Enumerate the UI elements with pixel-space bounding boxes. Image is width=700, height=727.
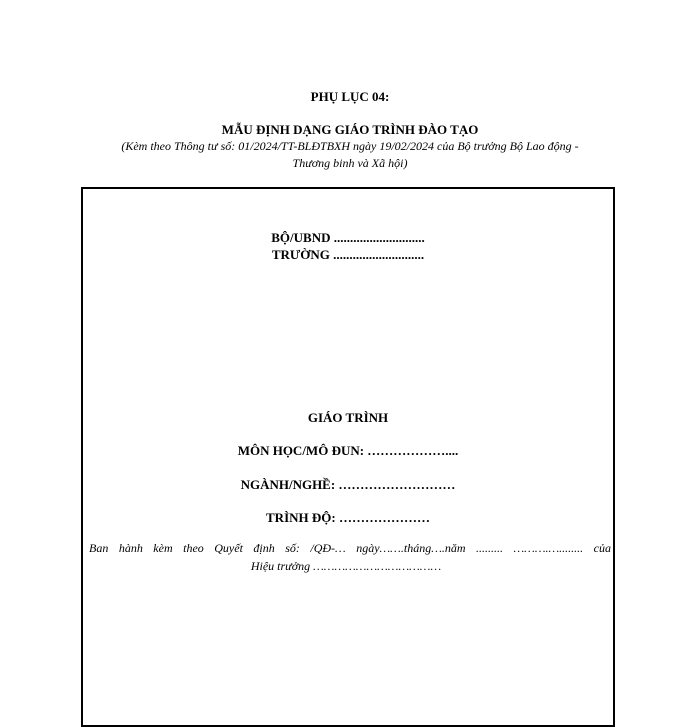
textbook-heading: GIÁO TRÌNH xyxy=(307,410,389,425)
school-line: TRƯỜNG ............................ xyxy=(271,247,425,262)
subject-line: MÔN HỌC/MÔ ĐUN: ……………….... xyxy=(237,443,459,458)
attachment-note-line-2: Thương binh và Xã hội) xyxy=(292,156,408,170)
level-line: TRÌNH ĐỘ: ………………… xyxy=(266,510,430,525)
cover-page-frame xyxy=(81,187,615,727)
attachment-note-line-1: (Kèm theo Thông tư số: 01/2024/TT-BLĐTBXH ngày 19/02/2024 của Bộ trưởng Bộ Lao động - xyxy=(121,139,579,153)
form-title: MẪU ĐỊNH DẠNG GIÁO TRÌNH ĐÀO TẠO xyxy=(221,122,479,137)
appendix-heading: PHỤ LỤC 04: xyxy=(310,89,390,104)
major-line: NGÀNH/NGHỀ: ……………………… xyxy=(240,477,456,492)
issued-decision-line-2: Hiệu trưởng ……………………………… xyxy=(250,559,442,573)
ministry-line: BỘ/UBND ............................ xyxy=(271,230,425,245)
issued-decision-line-1: Ban hành kèm theo Quyết định số: /QĐ-… ngày…….tháng….năm ......... ……….…........ của xyxy=(89,541,611,555)
